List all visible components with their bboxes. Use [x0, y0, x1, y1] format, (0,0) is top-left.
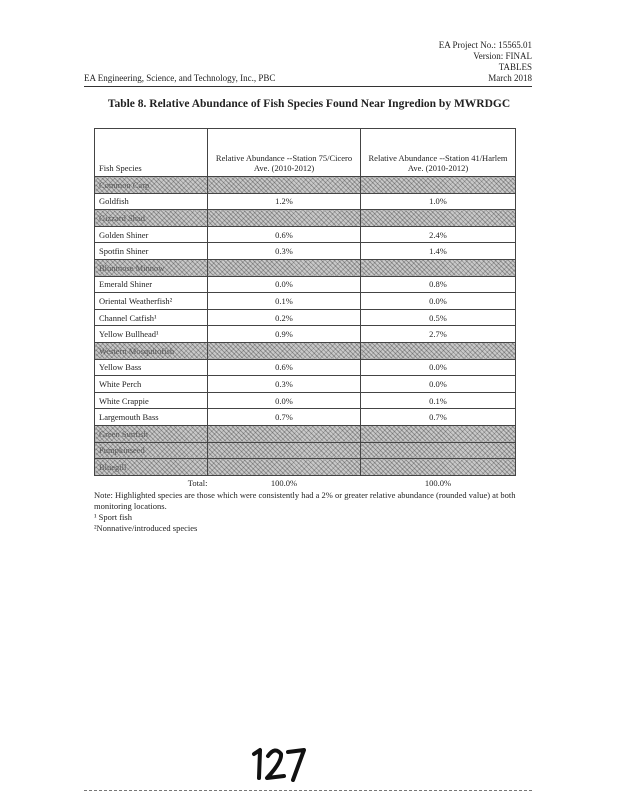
version: Version: FINAL — [473, 51, 532, 61]
table-row — [95, 376, 516, 393]
table-row-highlighted — [95, 425, 516, 442]
note-main: Note: Highlighted species are those which were consistently had a 2% or greater relative abundance (rounded value) at both monitoring locations. — [94, 490, 516, 511]
section-label: TABLES — [498, 62, 532, 72]
table-row — [95, 409, 516, 426]
cell-station-41 — [361, 177, 516, 194]
notes — [94, 490, 524, 534]
cell-station-75: 0.1% — [208, 293, 361, 310]
cell-station-75 — [208, 177, 361, 194]
cell-station-75 — [208, 425, 361, 442]
cell-species: Green Sunfish — [95, 425, 208, 442]
cell-station-41: 0.1% — [361, 392, 516, 409]
cell-station-41: 0.7% — [361, 409, 516, 426]
table-row-highlighted — [95, 259, 516, 276]
cell-station-41: 2.4% — [361, 226, 516, 243]
total-station-75: 100.0% — [270, 478, 298, 489]
cell-station-75 — [208, 259, 361, 276]
table-row — [95, 309, 516, 326]
cell-species: Yellow Bullhead¹ — [95, 326, 208, 343]
footer-divider — [84, 790, 532, 791]
total-station-41: 100.0% — [424, 478, 452, 489]
cell-station-41: 0.0% — [361, 293, 516, 310]
table-row — [95, 359, 516, 376]
table-row — [95, 293, 516, 310]
cell-species: Yellow Bass — [95, 359, 208, 376]
cell-station-41: 0.5% — [361, 309, 516, 326]
footnote-sport-fish: ¹ Sport fish — [94, 512, 132, 522]
cell-station-75 — [208, 210, 361, 227]
table-header-row — [95, 129, 516, 177]
footnote-nonnative: ²Nonnative/introduced species — [94, 523, 198, 533]
cell-station-75 — [208, 342, 361, 359]
cell-station-75: 0.6% — [208, 359, 361, 376]
cell-station-41 — [361, 210, 516, 227]
cell-station-41 — [361, 259, 516, 276]
cell-station-41: 0.8% — [361, 276, 516, 293]
header-meta — [439, 40, 532, 84]
table-row — [95, 243, 516, 260]
cell-station-75: 0.7% — [208, 409, 361, 426]
cell-species: Western Mosquitofish — [95, 342, 208, 359]
project-number: EA Project No.: 15565.01 — [438, 40, 532, 50]
header-divider — [84, 86, 532, 87]
table-row — [95, 326, 516, 343]
table-row — [95, 193, 516, 210]
cell-species: Pumpkinseed — [95, 442, 208, 459]
cell-station-41 — [361, 442, 516, 459]
cell-species: Bluegill — [95, 459, 208, 476]
cell-station-41: 0.0% — [361, 359, 516, 376]
cell-station-41 — [361, 459, 516, 476]
cell-station-75 — [208, 442, 361, 459]
cell-species: Common Carp — [95, 177, 208, 194]
table-row-highlighted — [95, 342, 516, 359]
total-label: Total: — [187, 478, 208, 489]
table-row-highlighted — [95, 442, 516, 459]
table-row-highlighted — [95, 459, 516, 476]
cell-species: Golden Shiner — [95, 226, 208, 243]
abundance-table — [94, 128, 516, 491]
table-total-row — [95, 475, 516, 491]
cell-species: Goldfish — [95, 193, 208, 210]
cell-species: Oriental Weatherfish² — [95, 293, 208, 310]
cell-station-75: 0.3% — [208, 376, 361, 393]
company-name: EA Engineering, Science, and Technology, Inc., PBC — [84, 73, 276, 83]
cell-species: White Crappie — [95, 392, 208, 409]
cell-station-75: 0.0% — [208, 276, 361, 293]
cell-species: White Perch — [95, 376, 208, 393]
cell-species: Largemouth Bass — [95, 409, 208, 426]
cell-station-41: 1.4% — [361, 243, 516, 260]
cell-station-41 — [361, 342, 516, 359]
cell-station-75: 0.0% — [208, 392, 361, 409]
table-title: Table 8. Relative Abundance of Fish Species Found Near Ingredion by MWRDGC — [107, 98, 511, 110]
cell-station-41 — [361, 425, 516, 442]
table-row-highlighted — [95, 210, 516, 227]
cell-station-75 — [208, 459, 361, 476]
cell-station-75: 0.9% — [208, 326, 361, 343]
cell-station-41: 1.0% — [361, 193, 516, 210]
cell-species: Spotfin Shiner — [95, 243, 208, 260]
cell-species: Bluntnose Minnow — [95, 259, 208, 276]
table-row — [95, 276, 516, 293]
table-row-highlighted — [95, 177, 516, 194]
cell-station-41: 0.0% — [361, 376, 516, 393]
cell-station-75: 0.2% — [208, 309, 361, 326]
table-row — [95, 392, 516, 409]
column-header-station-41: Relative Abundance --Station 41/Harlem Ave. (2010-2012) — [361, 129, 516, 177]
cell-station-75: 0.3% — [208, 243, 361, 260]
handwritten-page-number — [248, 742, 308, 782]
cell-species: Gizzard Shad — [95, 210, 208, 227]
column-header-species: Fish Species — [95, 129, 208, 177]
cell-species: Emerald Shiner — [95, 276, 208, 293]
table-row — [95, 226, 516, 243]
date: March 2018 — [488, 73, 532, 83]
cell-species: Channel Catfish¹ — [95, 309, 208, 326]
cell-station-75: 1.2% — [208, 193, 361, 210]
column-header-station-75: Relative Abundance --Station 75/Cicero Ave. (2010-2012) — [208, 129, 361, 177]
cell-station-41: 2.7% — [361, 326, 516, 343]
cell-station-75: 0.6% — [208, 226, 361, 243]
